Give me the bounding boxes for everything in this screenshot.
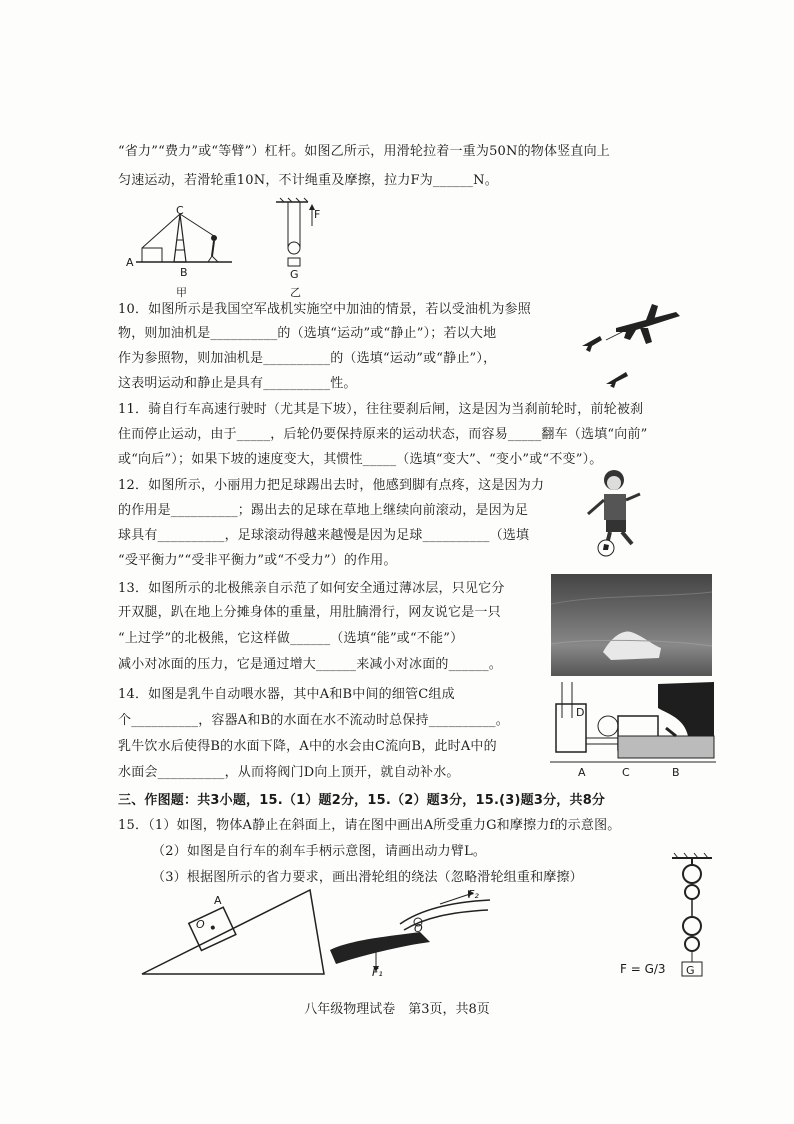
q12-line-4: “受平衡力”“受非平衡力”或“不受力”）的作用。 [118, 553, 397, 568]
q9-line-2: 匀速运动，若滑轮重10N，不计绳重及摩擦，拉力F为______N。 [118, 173, 498, 188]
page-footer: 八年级物理试卷 第3页，共8页 [304, 1002, 490, 1017]
polar-bear-photo [551, 574, 712, 676]
q13-line-3: “上过学”的北极熊，它这样做______（选填“能”或“不能”） [118, 631, 464, 646]
label-a2: A [578, 766, 586, 779]
incline-block-figure [138, 884, 328, 980]
q15-line-1: 15．（1）如图，物体A静止在斜面上，请在图中画出A所受重力G和摩擦力f的示意图。 [118, 818, 621, 833]
soccer-player-figure [582, 466, 652, 566]
q11-line-1: 11．骑自行车高速行驶时（尤其是下坡），往往要刹后闸，这是因为当刹前轮时，前轮被刹 [118, 402, 644, 417]
formula-f-equals-g-over-3: F = G/3 [620, 962, 666, 976]
label-o2: O [414, 922, 423, 935]
q13-line-4: 减小对冰面的压力，它是通过增大______来减小对冰面的______。 [118, 657, 503, 672]
pulley-block-figure [664, 852, 724, 978]
label-c: C [176, 204, 184, 217]
label-b: B [180, 266, 188, 279]
label-o: O [196, 918, 205, 931]
q14-line-2: 个__________，容器A和B的水面在水不流动时总保持__________。 [118, 713, 509, 728]
jets-refuel-figure [576, 300, 696, 396]
label-b2: B [672, 766, 680, 779]
section-3-heading: 三、作图题：共3小题，15.（1）题2分，15.（2）题3分，15.(3)题3分，共8分 [118, 793, 606, 808]
q15-line-3: （3）根据图所示的省力要求，画出滑轮组的绕法（忽略滑轮组重和摩擦） [152, 870, 583, 885]
q10-line-1: 10．如图所示是我国空军战机实施空中加油的情景，若以受油机为参照 [118, 302, 531, 317]
cow-water-dispenser-figure [548, 678, 718, 780]
q12-line-3: 球具有__________，足球滚动得越来越慢是因为足球__________（选填 [118, 528, 530, 543]
label-block-a: A [214, 894, 222, 907]
q10-line-3: 作为参照物，则加油机是__________的（选填“运动”或“静止”）， [118, 351, 497, 366]
label-yi: 乙 [290, 286, 301, 299]
label-d: D [576, 706, 585, 719]
label-jia: 甲 [176, 286, 187, 299]
q11-line-2: 住而停止运动，由于_____，后轮仍要保持原来的运动状态，而容易_____翻车（选填“向前” [118, 427, 648, 442]
label-f: F [314, 208, 321, 221]
q11-line-3: 或“向后”）；如果下坡的速度变大，其惯性_____（选填“变大”、“变小”或“不变”）。 [118, 452, 603, 467]
q14-line-3: 乳牛饮水后使得B的水面下降，A中的水会由C流向B，此时A中的 [118, 739, 497, 754]
label-f2: F₂ [468, 888, 479, 901]
q10-line-4: 这表明运动和静止是具有__________性。 [118, 376, 357, 391]
label-g2: G [686, 964, 695, 977]
q13-line-1: 13．如图所示的北极熊亲自示范了如何安全通过薄冰层，只见它分 [118, 581, 505, 596]
q9-line-1: “省力”“费力”或“等臂”）杠杆。如图乙所示，用滑轮拉着一重为50N的物体竖直向上 [118, 144, 610, 159]
q13-line-2: 开双腿，趴在地上分摊身体的重量，用肚腩滑行，网友说它是一只 [118, 605, 501, 620]
q14-line-4: 水面会__________，从而将阀门D向上顶开，就自动补水。 [118, 765, 460, 780]
q12-line-1: 12．如图所示，小丽用力把足球踢出去时，他感到脚有点疼，这是因为力 [118, 478, 545, 493]
q14-line-1: 14．如图是乳牛自动喂水器，其中A和B中间的细管C组成 [118, 687, 455, 702]
q15-line-2: （2）如图是自行车的刹车手柄示意图，请画出动力臂L。 [152, 844, 487, 859]
q10-line-2: 物，则加油机是__________的（选填“运动”或“静止”）；若以大地 [118, 326, 497, 341]
label-a: A [126, 256, 134, 269]
label-f1: F₁ [372, 966, 383, 979]
label-c2: C [622, 766, 630, 779]
label-g: G [290, 268, 299, 281]
pulley-figure [272, 196, 332, 286]
q12-line-2: 的作用是__________；踢出去的足球在草地上继续向前滚动，是因为足 [118, 503, 529, 518]
